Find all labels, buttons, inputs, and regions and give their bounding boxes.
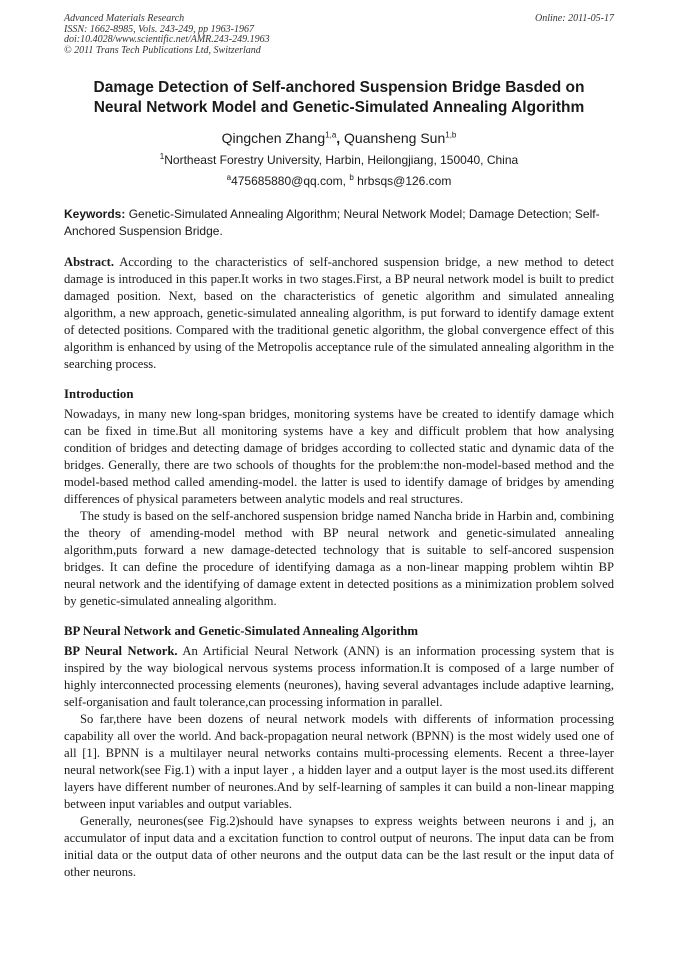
email-superscript: b	[349, 173, 354, 182]
author-separator: ,	[336, 130, 341, 146]
title-line-1: Damage Detection of Self-anchored Suspension Bridge Basded on	[93, 79, 585, 96]
author-superscript: 1,a	[325, 130, 337, 140]
email-superscript: a	[226, 173, 232, 182]
email-link[interactable]: hrbsqs@126.com	[353, 174, 452, 188]
keywords-text: Genetic-Simulated Annealing Algorithm; Neural Network Model; Damage Detection; Self-Anchored Suspension Bridge.	[64, 207, 600, 238]
keywords-label: Keywords:	[64, 207, 126, 221]
title-line-2: Neural Network Model and Genetic-Simulated Annealing Algorithm	[93, 99, 585, 116]
issn-line: ISSN: 1662-8985, Vols. 243-249, pp 1963-1967	[64, 23, 254, 35]
section-heading: Introduction	[64, 387, 134, 401]
journal-name: Advanced Materials Research	[64, 13, 185, 24]
copyright-line: © 2011 Trans Tech Publications Ltd, Switzerland	[64, 44, 261, 56]
paragraph: Generally, neurones(see Fig.2)should have synapses to express weights between neurons i and j, an accumulator of input data and a excitation function to control output of neurons. The input data can be from initial data or the output data of other neurons and the output data can be the last result or the input data of other neurons.	[64, 814, 614, 879]
email-link[interactable]: 475685880@qq.com,	[231, 174, 350, 188]
abstract-text: According to the characteristics of self-anchored suspension bridge, a new method to detect damage is introduced in this paper.It works in two stages.First, a BP neural network model is built to predict damaged position. Next, based on the characteristics of genetic algorithm and simulated annealing algorithm, a new approach, genetic-simulated annealing algorithm, is put forward to identify damage extent of detected positions. Compared with the traditional genetic algorithm, the global convergence effect of this algorithm is enhanced by using of the Metropolis acceptance rule of the simulated annealing algorithm in the searching process.	[64, 255, 614, 371]
abstract-label: Abstract.	[64, 255, 115, 269]
paragraph	[64, 643, 614, 711]
journal-header	[64, 14, 614, 56]
affiliation-text: Northeast Forestry University, Harbin, Heilongjiang, 150040, China	[164, 153, 519, 167]
keywords	[64, 206, 614, 240]
affiliation-superscript: 1	[159, 152, 165, 161]
abstract	[64, 254, 614, 373]
online-date: Online: 2011-05-17	[535, 13, 614, 24]
paper-title	[64, 78, 614, 118]
section-heading: BP Neural Network and Genetic-Simulated Annealing Algorithm	[64, 624, 419, 638]
paragraph: The study is based on the self-anchored suspension bridge named Nancha bride in Harbin and, combining the theory of amending-model method with BP neural network and genetic-simulated annealing algorithm,puts forward a new damage-detected technology that is suitable to self-ancored suspension bridges. It can define the procedure of identifying damaga as a non-linear mapping problem wihtin BP neural network and the identifying of damage extent in detected positions as a minimization problem solved by genetic-simulated annealing algorithm.	[64, 509, 614, 608]
author-name: Qingchen Zhang	[221, 130, 326, 146]
doi-line: doi:10.4028/www.scientific.net/AMR.243-249.1963	[64, 34, 270, 45]
paragraph: Nowadays, in many new long-span bridges, monitoring systems have be created to identify damage which can be fixed in time.But all monitoring systems have a key and difficult problem that how analysing condition of bridges and detecting damage of bridges according to collected static and dynamic data of the bridges. Generally, there are two schools of thoughts for the problem:the non-model-based method and the model-based method called amending-model. the latter is used to identify damage of bridges by amending differences of physical parameters between analytic models and real structures.	[64, 407, 614, 506]
affiliation	[64, 153, 614, 167]
author-name: Quansheng Sun	[344, 130, 446, 146]
paragraph: So far,there have been dozens of neural network models with differents of information processing capability all over the world. And back-propagation neural network (BPNN) is the most widely used one of all [1]. BPNN is a multilayer neural networks contains multi-processing elements. Recent a three-layer neural network(see Fig.1) with a input layer , a hidden layer and a output layer is the most used.its different layers have different number of neurones.And by self-learning of samples it can build a non-linear mapping between input variables and output variables.	[64, 712, 614, 811]
author-list	[64, 130, 614, 146]
author-superscript: 1,b	[445, 130, 457, 140]
subsection-label: BP Neural Network.	[64, 644, 178, 658]
author-emails	[64, 174, 614, 188]
paragraph-text: An Artificial Neural Network (ANN) is an information processing system that is inspired by the way biological nervous systems process information.It is composed of a large number of highly interconnected processing elements (neurones), having several advantages include adaptive learning, self-organisation and fault tolerance,can processing information in parallel.	[64, 644, 614, 709]
